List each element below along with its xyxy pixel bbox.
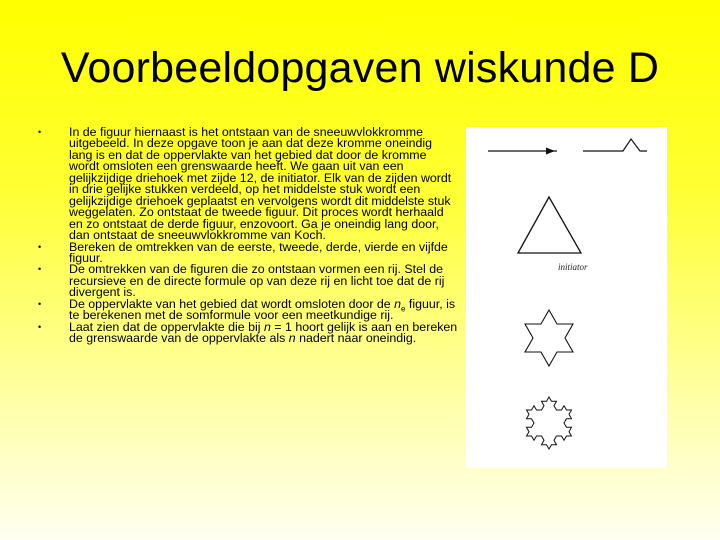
slide-title: Voorbeeldopgaven wiskunde D (60, 44, 660, 92)
bullet-item-perimeters: • Bereken de omtrekken van de eerste, tweede, derde, vierde en vijfde figuur. (38, 242, 458, 265)
bullet-item-area-formula: • De oppervlakte van het gebied dat wordt omsloten door de $n_e$ figuur, is te berekenen met de somformule voor een meetkundige rij. (38, 299, 458, 322)
arrow-icon (488, 148, 557, 155)
initiator-label: initiator (558, 262, 588, 272)
koch-figure (466, 127, 667, 468)
koch-segment-icon (583, 139, 647, 151)
bullet-item-sequence: • De omtrekken van de figuren die zo ontstaan vormen een rij. Stel de recursieve en de directe formule op van deze rij en licht toe dat de rij divergent is. (38, 264, 458, 298)
bullet-item-area-limit: • Laat zien dat de oppervlakte die bij n = 1 hoort gelijk is aan en bereken de grenswaarde van de oppervlakte als n nadert naar oneindig. (38, 322, 458, 345)
koch-figure-panel (466, 127, 667, 468)
koch-snowflake-icon (527, 397, 572, 449)
triangle-icon (518, 197, 581, 253)
bullet-list (38, 127, 458, 345)
star-of-david-icon (525, 310, 573, 366)
bullet-item-intro: • In de figuur hiernaast is het ontstaan van de sneeuwvlokkromme uitgebeeld. In deze opgave toon je aan dat deze kromme oneindig lang is en dat de oppervlakte van het gebied dat door de kromme wordt omsloten een grenswaarde heeft. We gaan uit van een gelijkzijdige driehoek met zijde 12, de initiator. Elk van de zijden wordt in drie gelijke stukken verdeeld, op het middelste stuk wordt een gelijkzijdige driehoek geplaatst en vervolgens wordt dit middelste stuk weggelaten. Zo ontstaat de tweede figuur. Dit proces wordt herhaald en zo ontstaat de derde figuur, enzovoort. Ga je oneindig lang door, dan ontstaat de sneeuwvlokkromme van Koch. (38, 127, 458, 242)
